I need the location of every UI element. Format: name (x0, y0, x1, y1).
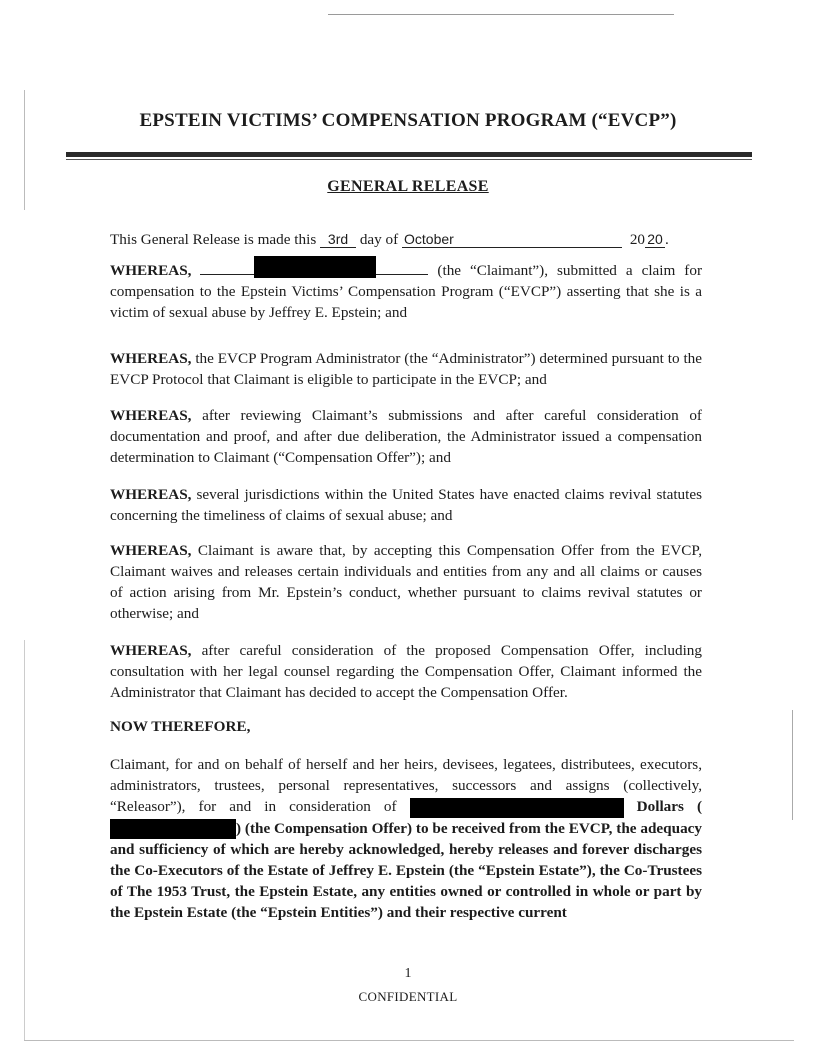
intro-day-of: day of (359, 231, 399, 248)
redacted-amount-words (410, 798, 624, 818)
title-rule (66, 152, 752, 157)
whereas-5-lead: WHEREAS, (110, 542, 192, 559)
whereas-review (110, 405, 702, 468)
now-therefore (110, 716, 702, 737)
release-dollars: Dollars ( (636, 798, 703, 815)
whereas-3-lead: WHEREAS, (110, 407, 192, 424)
confidential-footer: CONFIDENTIAL (358, 989, 458, 1004)
release-paragraph (110, 754, 702, 923)
page-number: 1 (404, 966, 412, 981)
scan-right-edge (792, 710, 793, 820)
whereas-6-text: after careful consideration of the proposed Compensation Offer, including consultation with her legal counsel regarding the Compensation Offer, Claimant informed the Administrator that Claimant has decided to accept the Compensation Offer. (110, 642, 702, 701)
scan-top-line (328, 14, 674, 15)
now-therefore-text: NOW THEREFORE, (110, 718, 251, 735)
redacted-amount-figures (110, 819, 236, 839)
whereas-2-text: the EVCP Program Administrator (the “Administrator”) determined pursuant to the EVCP Protocol that Claimant is eligible to participate in the EVCP; and (110, 350, 703, 388)
whereas-5-text: Claimant is aware that, by accepting this Compensation Offer from the EVCP, Claimant waives and releases certain individuals and entities from any and all claims or causes of action arising from Mr. Epstein’s conduct, whether pursuant to claims revival statutes or otherwise; and (110, 542, 702, 622)
year-field: 20 (645, 231, 665, 248)
whereas-3-text: after reviewing Claimant’s submissions and after careful consideration of documentation and proof, and after due deliberation, the Administrator issued a compensation determination to Claimant (“Compensation Offer”); and (110, 407, 702, 466)
whereas-administrator (110, 348, 702, 390)
month-field: October (402, 231, 622, 248)
document-heading: GENERAL RELEASE (327, 178, 489, 195)
release-part-2: ) (the Compensation Offer) to be received from the EVCP, the adequacy and sufficiency of which are hereby acknowledged, hereby releases and forever discharges the Co-Executors of the Estate of Jeffrey E. Epstein (the “Epstein Estate”), the Co-Trustees of The 1953 Trust, the Epstein Estate, any entities owned or controlled in whole or part by the Epstein Estate (the “Epstein Entities”) and their respective current (110, 819, 702, 922)
document-title: EPSTEIN VICTIMS’ COMPENSATION PROGRAM (“EVCP”) (139, 110, 677, 131)
redacted-claimant-name (254, 256, 376, 278)
whereas-2-lead: WHEREAS, (110, 350, 192, 367)
whereas-6-lead: WHEREAS, (110, 642, 192, 659)
whereas-jurisdictions (110, 484, 702, 526)
whereas-1-after: (the “Claimant”), submitted a claim for (437, 262, 703, 279)
whereas-waiver (110, 540, 702, 624)
claimant-name-line (200, 260, 428, 275)
intro-end: . (665, 231, 669, 248)
whereas-4-text: several jurisdictions within the United States have enacted claims revival statutes concerning the timeliness of claims of sexual abuse; and (110, 486, 703, 524)
whereas-acceptance (110, 640, 702, 703)
intro-line (110, 229, 702, 250)
whereas-1-lead: WHEREAS, (110, 262, 192, 279)
whereas-4-lead: WHEREAS, (110, 486, 192, 503)
release-part-1: Claimant, for and on behalf of herself and her heirs, devisees, legatees, distributees, executors, administrators, trustees, personal representatives, successors and assigns (collectively, “Releasor”), for and in consideration of (110, 756, 702, 815)
day-field: 3rd (320, 231, 356, 248)
scan-bottom-line (24, 1040, 794, 1041)
whereas-claimant (110, 260, 702, 323)
intro-prefix: This General Release is made this (110, 231, 317, 248)
year-prefix: 20 (629, 231, 645, 248)
whereas-1-rest: compensation to the Epstein Victims’ Compensation Program (“EVCP”) asserting that she is a victim of sexual abuse by Jeffrey E. Epstein; and (110, 283, 702, 321)
title-rule-thin (66, 159, 752, 160)
